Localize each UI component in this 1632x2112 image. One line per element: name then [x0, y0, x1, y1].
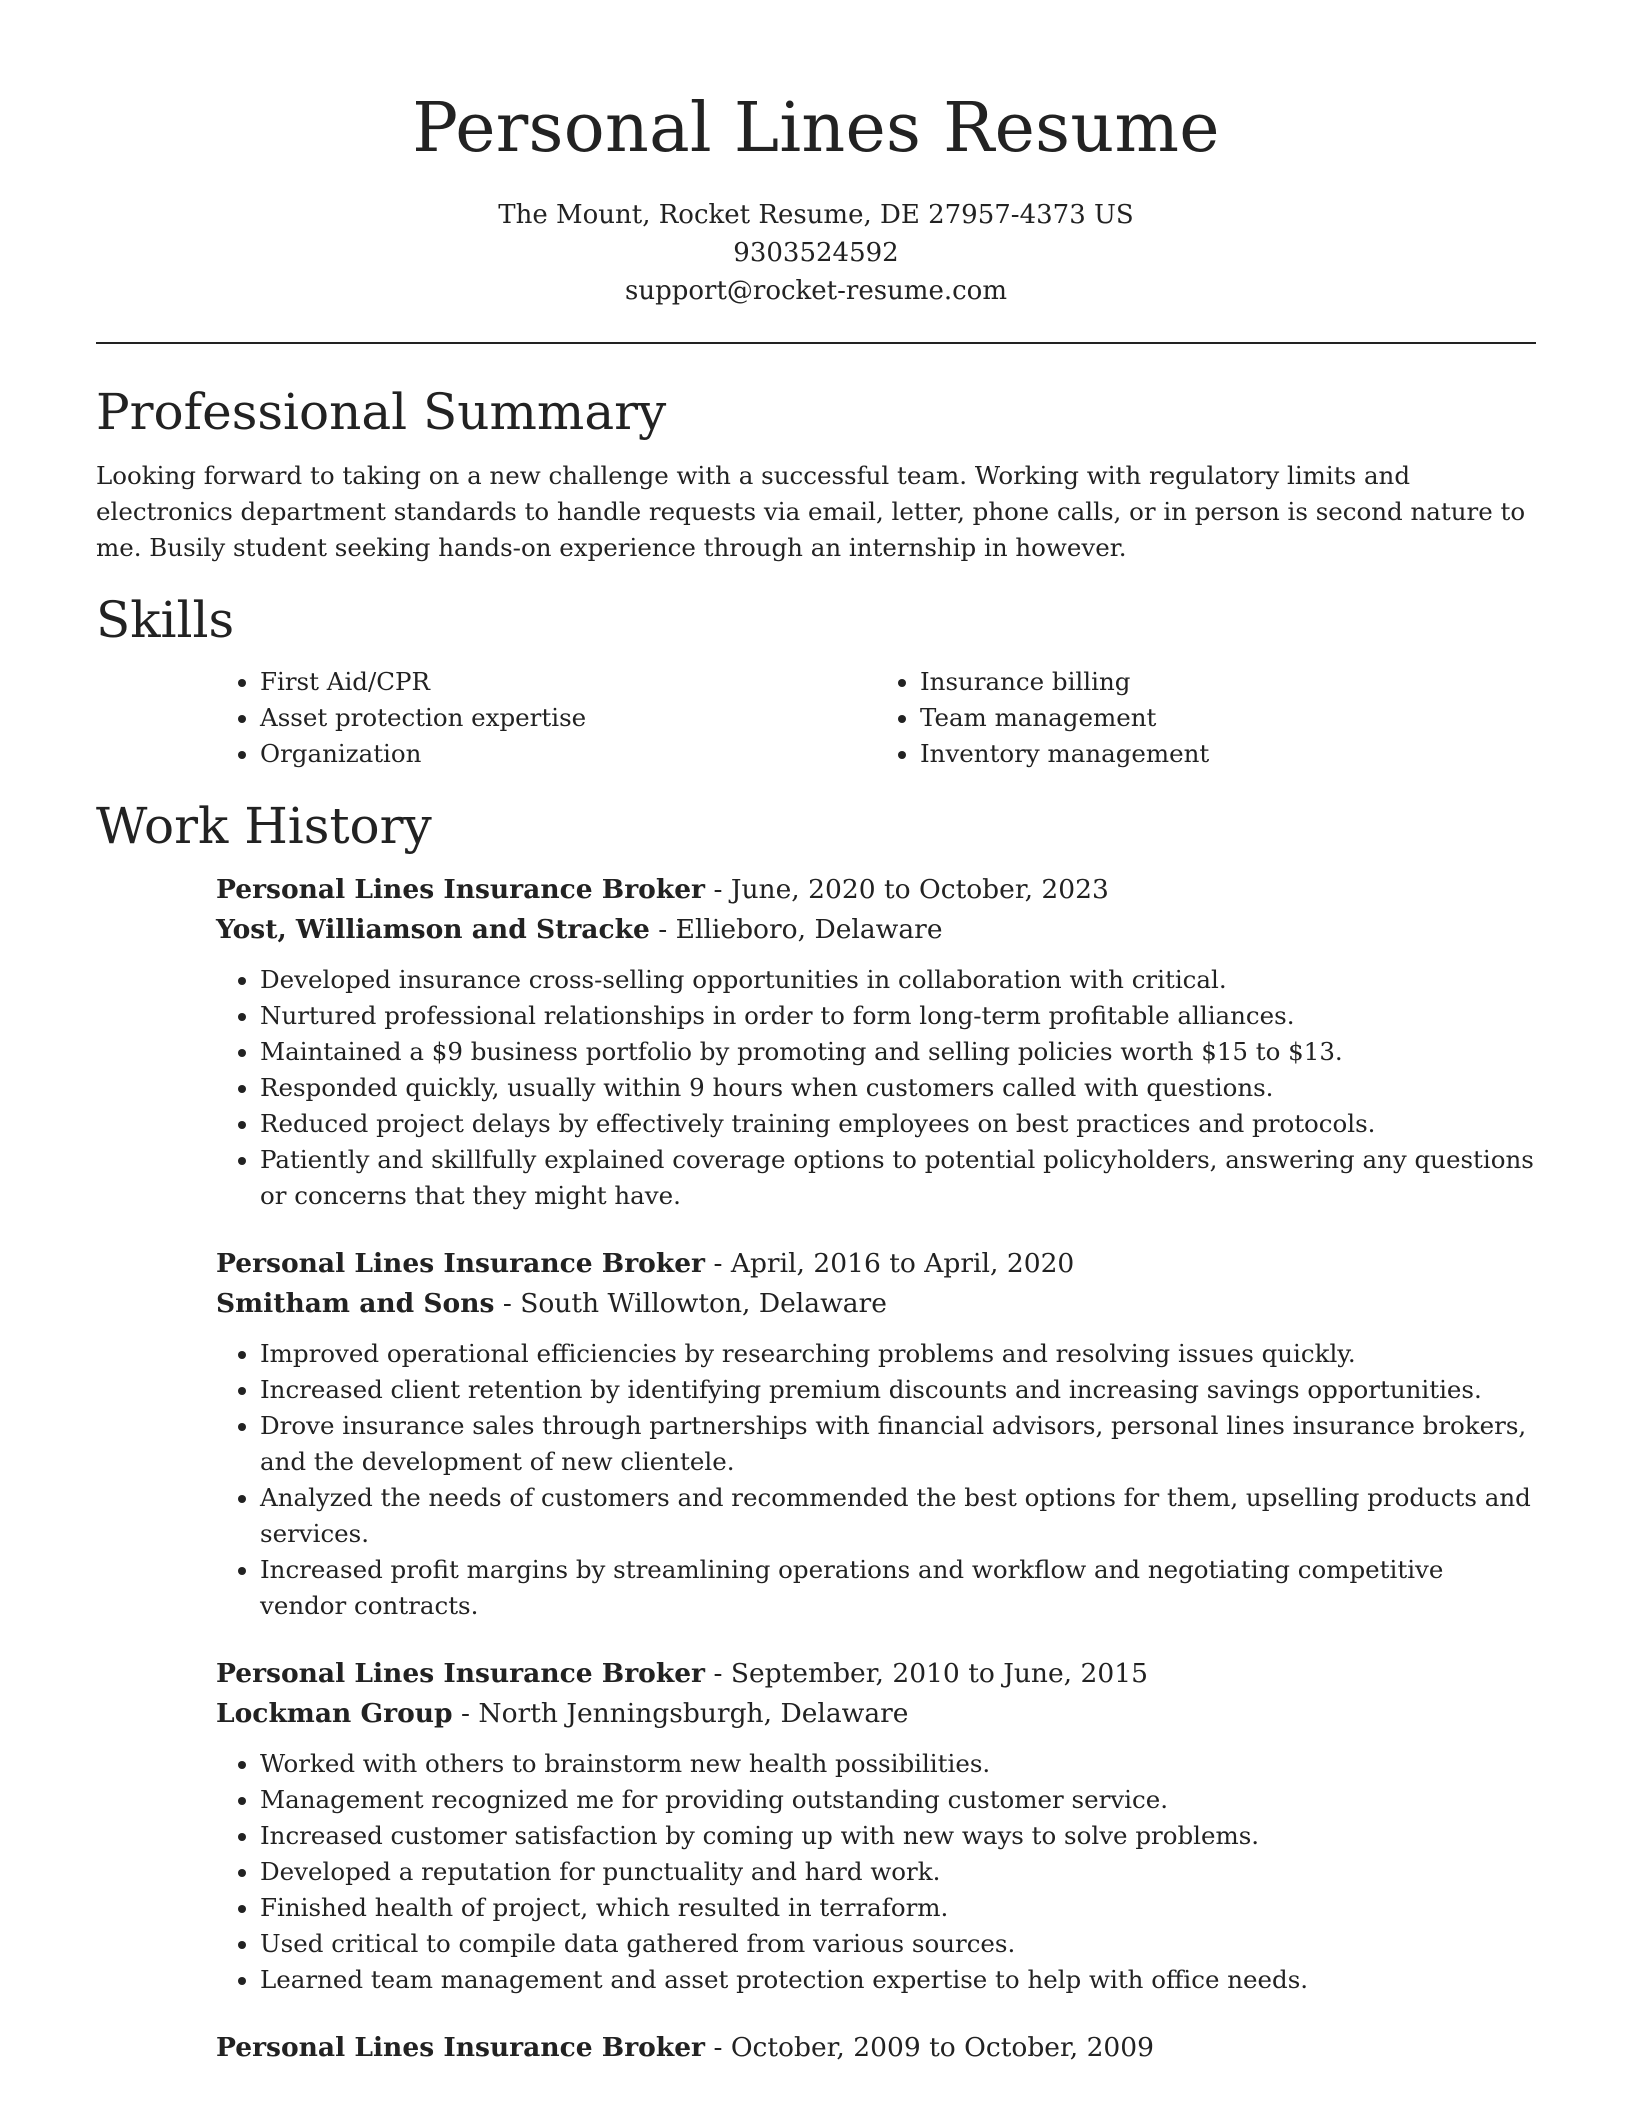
skill-item: • Team management: [920, 700, 1536, 736]
skill-item: • Inventory management: [920, 736, 1536, 772]
summary-text: Looking forward to taking on a new challenge with a successful team. Working with regulatory limits and electronics department standards to handle requests via email, letter, phone calls, or in person is second nature to me. Busily student seeking hands-on experience through an internship in however.: [96, 461, 1526, 562]
job-bullet: • Nurtured professional relationships in order to form long-term profitable alliances.: [260, 998, 1536, 1034]
job-bullet: • Improved operational efficiencies by researching problems and resolving issues quickly.: [260, 1336, 1536, 1372]
job-entry: [216, 870, 1536, 950]
email-address: support@rocket-resume.com: [624, 276, 1007, 306]
header-divider: [96, 342, 1536, 344]
job-bullet: • Patiently and skillfully explained coverage options to potential policyholders, answering any questions or concerns that they might have.: [260, 1142, 1536, 1214]
skills-column-left: [216, 664, 876, 772]
job-dates: - June, 2020 to October, 2023: [705, 874, 1109, 905]
job-dates: - April, 2016 to April, 2020: [705, 1248, 1075, 1279]
company-name: Yost, Williamson and Stracke: [216, 914, 650, 945]
address: The Mount, Rocket Resume, DE 27957-4373 US: [498, 200, 1134, 230]
job-bullet: • Used critical to compile data gathered from various sources.: [260, 1926, 1536, 1962]
job-entry: [216, 1654, 1536, 1734]
job-bullet: • Analyzed the needs of customers and recommended the best options for them, upselling products and services.: [260, 1480, 1536, 1552]
job-role: Personal Lines Insurance Broker: [216, 1658, 706, 1689]
section-title-skills: Skills: [96, 591, 235, 649]
company-line: [216, 1284, 1536, 1324]
job-bullets: [216, 1746, 1536, 1998]
job-bullet: • Finished health of project, which resulted in terraform.: [260, 1890, 1536, 1926]
phone-number: 9303524592: [733, 238, 899, 268]
job-entry: [216, 1244, 1536, 1324]
skills-column-right: [876, 664, 1536, 772]
skill-item: • Asset protection expertise: [260, 700, 876, 736]
company-name: Smitham and Sons: [216, 1288, 495, 1319]
job-bullet: • Increased customer satisfaction by coming up with new ways to solve problems.: [260, 1818, 1536, 1854]
job-bullet: • Worked with others to brainstorm new health possibilities.: [260, 1746, 1536, 1782]
job-bullet: • Reduced project delays by effectively training employees on best practices and protocols.: [260, 1106, 1536, 1142]
job-bullet: • Developed a reputation for punctuality and hard work.: [260, 1854, 1536, 1890]
job-bullet: • Responded quickly, usually within 9 hours when customers called with questions.: [260, 1070, 1536, 1106]
job-bullet: • Maintained a $9 business portfolio by promoting and selling policies worth $15 to $13.: [260, 1034, 1536, 1070]
company-line: [216, 1694, 1536, 1734]
company-location: - South Willowton, Delaware: [494, 1288, 887, 1319]
resume-page: [96, 0, 1536, 2068]
section-title-summary: Professional Summary: [96, 383, 667, 441]
skills-list: [216, 664, 1536, 772]
job-dates: - September, 2010 to June, 2015: [705, 1658, 1148, 1689]
job-bullets: [216, 962, 1536, 1214]
job-bullet: • Developed insurance cross-selling opportunities in collaboration with critical.: [260, 962, 1536, 998]
skill-item: • First Aid/CPR: [260, 664, 876, 700]
job-role: Personal Lines Insurance Broker: [216, 1248, 706, 1279]
job-title-line: [216, 870, 1536, 910]
job-bullet: • Learned team management and asset protection expertise to help with office needs.: [260, 1962, 1536, 1998]
job-title-line: [216, 1654, 1536, 1694]
company-location: - North Jenningsburgh, Delaware: [452, 1698, 909, 1729]
job-bullets: [216, 1336, 1536, 1624]
job-title-line: [216, 2028, 1536, 2068]
job-title-line: [216, 1244, 1536, 1284]
resume-header: [96, 0, 1536, 310]
job-role: Personal Lines Insurance Broker: [216, 874, 706, 905]
company-location: - Ellieboro, Delaware: [649, 914, 943, 945]
section-title-work-history: Work History: [96, 797, 432, 855]
skill-item: • Organization: [260, 736, 876, 772]
job-bullet: • Management recognized me for providing outstanding customer service.: [260, 1782, 1536, 1818]
job-bullet: • Increased client retention by identifying premium discounts and increasing savings opportunities.: [260, 1372, 1536, 1408]
company-line: [216, 910, 1536, 950]
skill-item: • Insurance billing: [920, 664, 1536, 700]
resume-title: Personal Lines Resume: [412, 89, 1220, 168]
company-name: Lockman Group: [216, 1698, 453, 1729]
job-bullet: • Increased profit margins by streamlining operations and workflow and negotiating competitive vendor contracts.: [260, 1552, 1536, 1624]
job-role: Personal Lines Insurance Broker: [216, 2032, 706, 2063]
job-entry: [216, 2028, 1536, 2068]
job-dates: - October, 2009 to October, 2009: [705, 2032, 1155, 2063]
job-bullet: • Drove insurance sales through partnerships with financial advisors, personal lines insurance brokers, and the development of new clientele.: [260, 1408, 1536, 1480]
